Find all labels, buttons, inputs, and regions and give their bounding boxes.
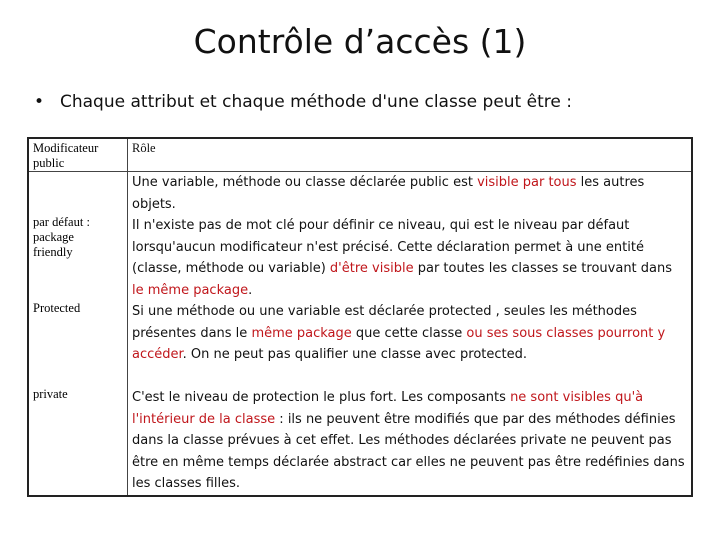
modifier-cell xyxy=(28,215,128,301)
modifier-line: par défaut : xyxy=(33,215,90,229)
table-header-row xyxy=(28,138,692,172)
table-row xyxy=(28,172,692,216)
role-cell xyxy=(128,387,693,496)
modifier-line: package xyxy=(33,230,74,244)
highlight-text: visible par tous xyxy=(477,175,577,190)
slide-title: Contrôle d’accès (1) xyxy=(193,22,527,61)
table-row xyxy=(28,301,692,387)
highlight-text: le même package xyxy=(132,282,249,298)
highlight-text: d'être visible xyxy=(329,261,414,276)
role-cell xyxy=(128,215,693,301)
header-modifier: Modificateur public xyxy=(28,138,128,172)
modifier-line: Protected xyxy=(33,301,81,315)
role-cell xyxy=(128,172,693,216)
role-text: par toutes les classes se trouvant dans xyxy=(413,261,673,276)
role-text: Une variable, méthode ou classe déclarée public est xyxy=(132,175,478,190)
table-row xyxy=(28,387,692,496)
modifier-cell xyxy=(28,172,128,216)
modifier-line: private xyxy=(33,387,68,401)
modifier-cell xyxy=(28,301,128,387)
role-text: les autres objets. xyxy=(132,175,645,212)
bullet-dot-icon: • xyxy=(34,92,45,112)
modifier-cell xyxy=(28,387,128,496)
modifier-line: friendly xyxy=(33,245,73,259)
table-row xyxy=(28,215,692,301)
role-text: que cette classe xyxy=(351,325,467,341)
role-text: Il n'existe pas de mot clé pour définir ce niveau, qui est le niveau par défaut lorsqu'aucun modificateur n'est précisé. Cette déclaration permet à une entité (classe, méthode ou variable) xyxy=(132,218,644,276)
highlight-text: même package xyxy=(251,325,352,341)
role-text: C'est le niveau de protection le plus fort. Les composants xyxy=(132,390,511,405)
role-text: . On ne peut pas qualifier une classe avec protected. xyxy=(182,347,528,362)
access-control-table xyxy=(27,137,693,497)
role-text: . xyxy=(248,282,253,298)
bullet-text: Chaque attribut et chaque méthode d'une classe peut être : xyxy=(60,92,572,112)
highlight-text: ne sont visibles qu'à l'intérieur de la classe xyxy=(132,390,644,427)
bullet-item xyxy=(34,92,572,112)
role-text: : ils ne peuvent être modifiés que par des méthodes définies dans la classe prévues à cet effet. Les méthodes déclarées private ne peuvent pas être en même temps déclarée abstract car elles ne peuvent pas être redéfinies dans les classes filles. xyxy=(132,411,685,491)
role-text: Si une méthode ou une variable est déclarée protected , seules les méthodes présentes dans le xyxy=(132,304,637,341)
highlight-text: ou ses sous classes pourront y accéder xyxy=(132,325,666,362)
header-role: Rôle xyxy=(128,138,693,172)
role-cell xyxy=(128,301,693,387)
